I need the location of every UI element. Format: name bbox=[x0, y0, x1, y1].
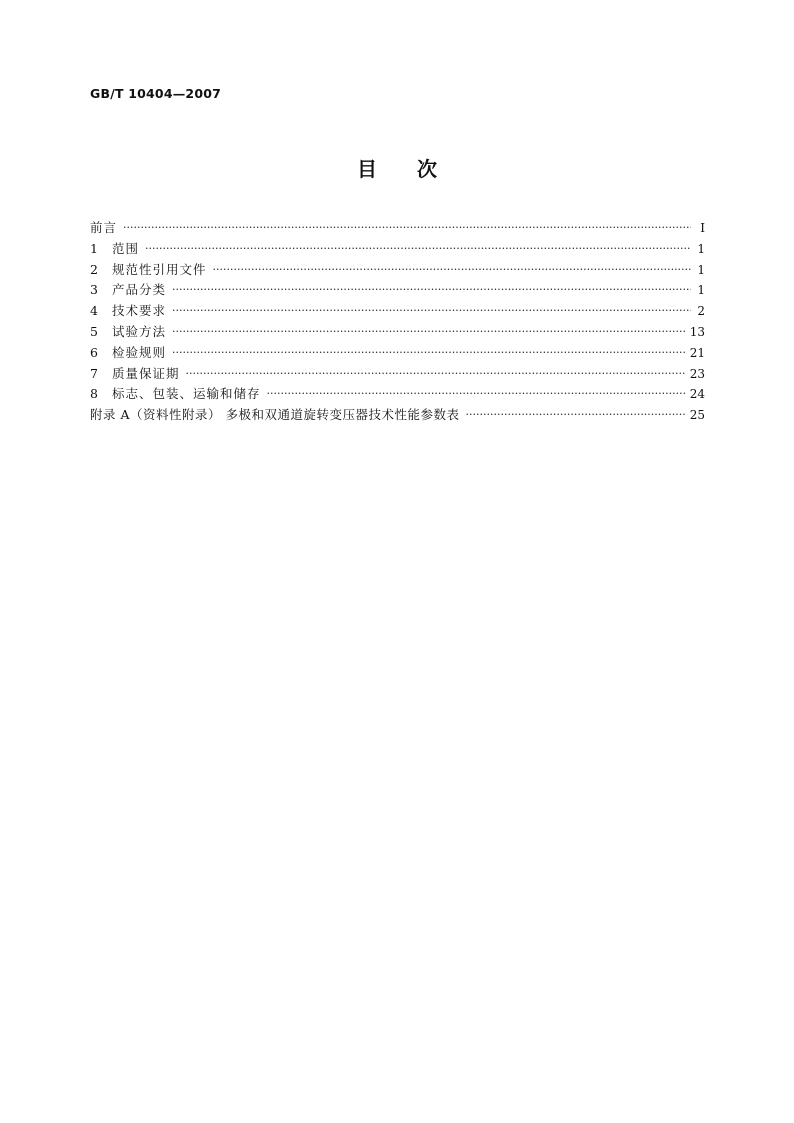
toc-page-number: 2 bbox=[697, 304, 705, 319]
toc-leader-dots bbox=[172, 301, 691, 322]
toc-section-number: 2 bbox=[90, 261, 98, 277]
toc-label: 范围 bbox=[112, 240, 140, 256]
toc-section-number: 1 bbox=[90, 240, 98, 256]
toc-entry-5[interactable] bbox=[90, 322, 705, 343]
toc-label: 前言 bbox=[90, 220, 118, 235]
toc-section-number: 5 bbox=[90, 323, 98, 339]
toc-entry-8[interactable] bbox=[90, 384, 705, 405]
toc-leader-dots bbox=[172, 343, 686, 364]
toc-page-number: 23 bbox=[689, 366, 705, 381]
toc-page-number: 21 bbox=[689, 345, 705, 360]
toc-section-number: 7 bbox=[90, 365, 98, 381]
toc-section-number: 6 bbox=[90, 344, 98, 360]
toc-leader-dots bbox=[267, 384, 686, 405]
toc-section-number: 3 bbox=[90, 282, 98, 298]
toc-entry-foreword[interactable] bbox=[90, 218, 705, 239]
table-of-contents bbox=[90, 218, 705, 426]
toc-page-number: 1 bbox=[697, 241, 705, 256]
toc-entry-4[interactable] bbox=[90, 301, 705, 322]
toc-label: 技术要求 bbox=[112, 303, 167, 319]
toc-entry-annex-a[interactable] bbox=[90, 405, 705, 426]
toc-label: 产品分类 bbox=[112, 282, 167, 298]
toc-page-number: 13 bbox=[689, 324, 705, 339]
toc-entry-3[interactable] bbox=[90, 280, 705, 301]
toc-label: 规范性引用文件 bbox=[112, 261, 207, 277]
toc-entry-2[interactable] bbox=[90, 260, 705, 281]
standard-code: GB/T 10404—2007 bbox=[90, 86, 222, 101]
toc-leader-dots bbox=[145, 239, 691, 260]
toc-leader-dots bbox=[186, 364, 686, 385]
toc-page-number: I bbox=[700, 221, 705, 235]
toc-label: 标志、包装、运输和储存 bbox=[112, 386, 261, 402]
toc-page-number: 1 bbox=[697, 262, 705, 277]
toc-label: 检验规则 bbox=[112, 344, 167, 360]
page-title: 目次 bbox=[357, 157, 477, 181]
toc-label: 试验方法 bbox=[112, 323, 167, 339]
toc-entry-7[interactable] bbox=[90, 364, 705, 385]
toc-leader-dots bbox=[123, 218, 691, 239]
toc-label: 附录 A（资料性附录） 多极和双通道旋转变压器技术性能参数表 bbox=[90, 407, 460, 423]
toc-section-number: 4 bbox=[90, 303, 98, 319]
toc-label: 质量保证期 bbox=[112, 365, 180, 381]
toc-leader-dots bbox=[213, 260, 691, 281]
toc-section-number: 8 bbox=[90, 386, 98, 402]
toc-page-number: 25 bbox=[689, 408, 705, 423]
toc-page-number: 1 bbox=[697, 283, 705, 298]
toc-page-number: 24 bbox=[689, 387, 705, 402]
toc-entry-6[interactable] bbox=[90, 343, 705, 364]
toc-entry-1[interactable] bbox=[90, 239, 705, 260]
toc-leader-dots bbox=[465, 405, 685, 426]
toc-leader-dots bbox=[172, 322, 686, 343]
toc-leader-dots bbox=[172, 280, 691, 301]
